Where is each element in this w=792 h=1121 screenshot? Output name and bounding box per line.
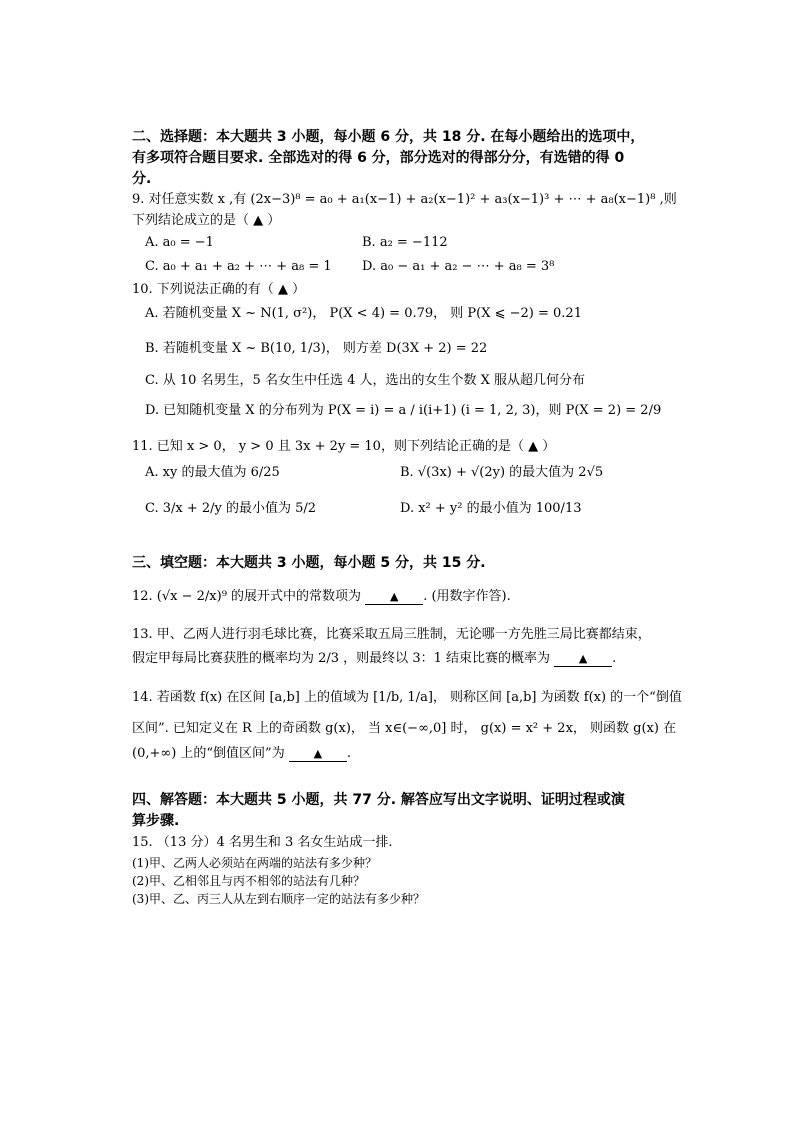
q10-option-d: D. 已知随机变量 X 的分布列为 P(X = i) = a / i(i+1) (i = 1, 2, 3)，则 P(X = 2) = 2/9 <box>145 403 662 418</box>
section2-heading-line1: 二、选择题：本大题共 3 小题，每小题 6 分，共 18 分. 在每小题给出的选项中， <box>132 129 645 145</box>
section2-heading-line2: 有多项符合题目要求. 全部选对的得 6 分，部分选对的得部分分，有选错的得 0 <box>132 150 625 166</box>
answer-mark-icon: ▲ <box>313 747 323 760</box>
q9-stem-cont: 下列结论成立的是（ ▲ ） <box>132 213 281 228</box>
q15-stem: 15. （13 分）4 名男生和 3 名女生站成一排. <box>132 835 393 850</box>
q12-tail: . (用数字作答). <box>423 589 511 604</box>
q9-option-c: C. a₀ + a₁ + a₂ + ⋯ + a₈ = 1 <box>145 259 332 274</box>
q14-answer-blank[interactable] <box>289 746 347 762</box>
q9-option-b: B. a₂ = −112 <box>362 235 448 250</box>
q10-option-c: C. 从 10 名男生，5 名女生中任选 4 人，选出的女生个数 X 服从超几何分布 <box>145 373 586 388</box>
q10-option-b: B. 若随机变量 X ~ B(10, 1/3)， 则方差 D(3X + 2) = 22 <box>145 341 488 356</box>
q15-part-2: (2)甲、乙相邻且与丙不相邻的站法有几种？ <box>132 874 365 888</box>
section3-heading: 三、填空题：本大题共 3 小题，每小题 5 分，共 15 分. <box>132 555 486 571</box>
q11-option-b: B. √(3x) + √(2y) 的最大值为 2√5 <box>400 465 604 480</box>
q14-line3 <box>132 745 351 763</box>
q15-part-3: (3)甲、乙、丙三人从左到右顺序一定的站法有多少种？ <box>132 892 426 906</box>
q14-line2: 区间”. 已知定义在 R 上的奇函数 g(x)， 当 x∈(−∞,0] 时， g(x) = x² + 2x， 则函数 g(x) 在 <box>132 721 677 736</box>
q13-line1: 13. 甲、乙两人进行羽毛球比赛，比赛采取五局三胜制，无论哪一方先胜三局比赛都结束， <box>132 627 651 642</box>
q9-option-d: D. a₀ − a₁ + a₂ − ⋯ + a₈ = 3⁸ <box>362 259 555 274</box>
q12-stem: 12. (√x − 2/x)⁹ 的展开式中的常数项为 <box>132 589 362 604</box>
q11-option-a: A. xy 的最大值为 6/25 <box>145 465 280 480</box>
answer-mark-icon: ▲ <box>389 590 399 603</box>
q13-text: 假定甲每局比赛获胜的概率均为 2/3 ，则最终以 3：1 结束比赛的概率为 <box>132 651 550 666</box>
q9-stem: 9. 对任意实数 x ,有 (2x−3)⁸ = a₀ + a₁(x−1) + a₂(x−1)² + a₃(x−1)³ + ⋯ + a₈(x−1)⁸ ,则 <box>132 192 677 207</box>
q12-answer-blank[interactable] <box>365 589 423 605</box>
q13-answer-blank[interactable] <box>554 651 612 667</box>
q10-stem: 10. 下列说法正确的有（ ▲ ） <box>132 282 306 297</box>
section2-heading-line3: 分. <box>132 171 152 187</box>
q11-option-d: D. x² + y² 的最小值为 100/13 <box>400 501 582 516</box>
q14-line1: 14. 若函数 f(x) 在区间 [a,b] 上的值域为 [1/b, 1/a]， 则称区间 [a,b] 为函数 f(x) 的一个“倒值 <box>132 690 682 705</box>
section4-heading-line2: 算步骤. <box>132 813 180 829</box>
q13-tail: . <box>612 651 617 666</box>
q14-tail: . <box>346 746 351 761</box>
q11-stem: 11. 已知 x > 0， y > 0 且 3x + 2y = 10，则下列结论正确的是（ ▲ ） <box>132 439 556 454</box>
q14-text: (0,+∞) 上的“倒值区间”为 <box>132 746 285 761</box>
q15-part-1: (1)甲、乙两人必须站在两端的站法有多少种？ <box>132 856 377 870</box>
q10-option-a: A. 若随机变量 X ~ N(1, σ²)， P(X < 4) = 0.79， 则 P(X ⩽ −2) = 0.21 <box>145 306 582 321</box>
q12-text <box>132 588 511 606</box>
q11-option-c: C. 3/x + 2/y 的最小值为 5/2 <box>145 501 317 516</box>
q13-line2 <box>132 650 616 668</box>
q9-option-a: A. a₀ = −1 <box>145 235 214 250</box>
section4-heading-line1: 四、解答题：本大题共 5 小题，共 77 分. 解答应写出文字说明、证明过程或演 <box>132 792 625 808</box>
answer-mark-icon: ▲ <box>578 652 588 665</box>
